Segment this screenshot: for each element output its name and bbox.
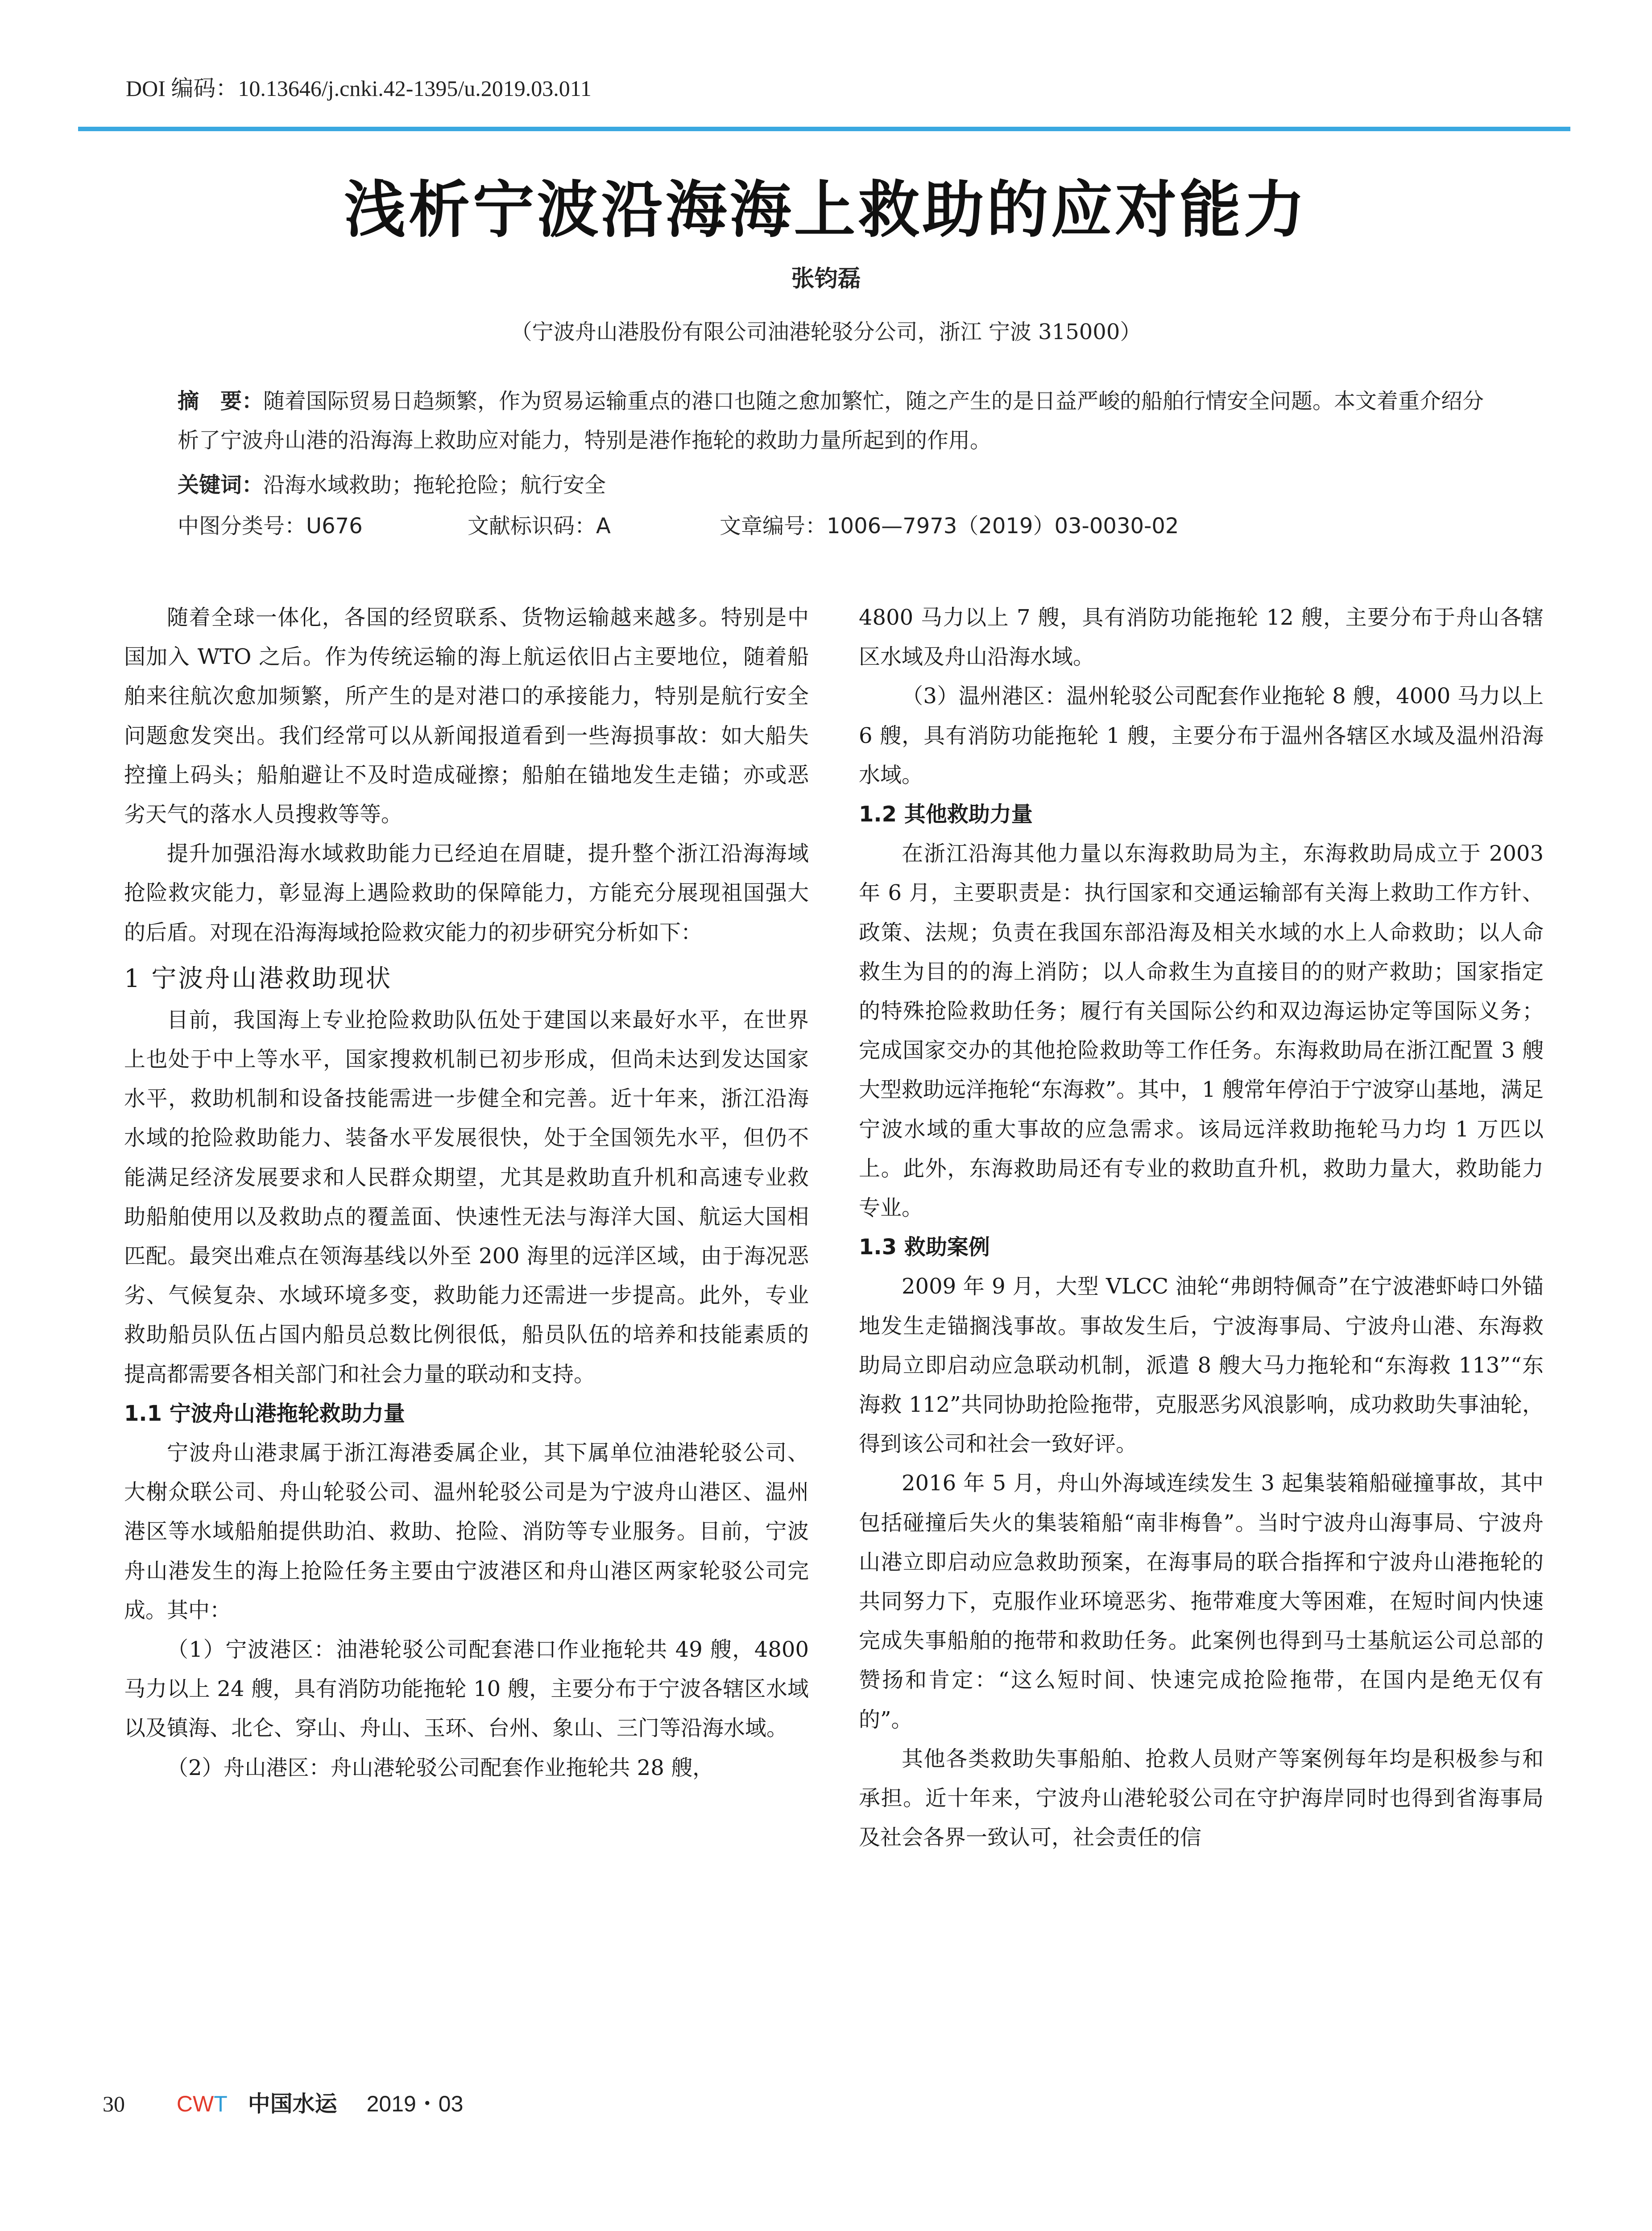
abstract [178, 382, 1498, 460]
magazine-name: 中国水运 [248, 2091, 337, 2117]
author-name: 张钧磊 [791, 265, 861, 292]
page-footer [103, 2086, 463, 2118]
magazine-logo [177, 2091, 228, 2116]
paragraph: 宁波舟山港隶属于浙江海港委属企业，其下属单位油港轮驳公司、大榭众联公司、舟山轮驳公司、温州轮驳公司是为宁波舟山港区、温州港区等水域船舶提供助泊、救助、抢险、消防等专业服务。目前，宁波舟山港发生的海上抢险任务主要由宁波港区和舟山港区两家轮驳公司完成。其中： [124, 1440, 809, 1623]
paragraph: 其他各类救助失事船舶、抢救人员财产等案例每年均是积极参与和承担。近十年来，宁波舟山港轮驳公司在守护海岸同时也得到省海事局及社会各界一致认可，社会责任的信 [859, 1746, 1544, 1850]
paragraph: 随着全球一体化，各国的经贸联系、货物运输越来越多。特别是中国加入 WTO 之后。作为传统运输的海上航运依旧占主要地位，随着船舶来往航次愈加频繁，所产生的是对港口的承接能力，特别是航行安全问题愈发突出。我们经常可以从新闻报道看到一些海损事故：如大船失控撞上码头；船舶避让不及时造成碰擦；船舶在锚地发生走锚；亦或恶劣天气的落水人员搜救等等。 [124, 605, 809, 827]
paragraph: （3）温州港区：温州轮驳公司配套作业拖轮 8 艘，4000 马力以上 6 艘，具有消防功能拖轮 1 艘，主要分布于温州各辖区水域及温州沿海水域。 [859, 684, 1544, 788]
abstract-text: 随着国际贸易日趋频繁，作为贸易运输重点的港口也随之愈加繁忙，随之产生的是日益严峻的船舶行情安全问题。本文着重介绍分析了宁波舟山港的沿海海上救助应对能力，特别是港作拖轮的救助力量所起到的作用。 [178, 389, 1484, 453]
paragraph: 4800 马力以上 7 艘，具有消防功能拖轮 12 艘，主要分布于舟山各辖区水域及舟山沿海水域。 [859, 605, 1544, 670]
subsection-heading: 1.1 宁波舟山港拖轮救助力量 [124, 1401, 405, 1426]
page-number: 30 [103, 2091, 125, 2116]
paragraph: 2016 年 5 月，舟山外海域连续发生 3 起集装箱船碰撞事故，其中包括碰撞后失火的集装箱船“南非梅鲁”。当时宁波舟山海事局、宁波舟山港立即启动应急救助预案，在海事局的联合指挥和宁波舟山港拖轮的共同努力下，克服作业环境恶劣、拖带难度大等困难，在短时间内快速完成失事船舶的拖带和救助任务。此案例也得到马士基航运公司总部的赞扬和肯定：“这么短时间、快速完成抢险拖带，在国内是绝无仅有的”。 [859, 1471, 1544, 1732]
keywords [178, 468, 606, 498]
paragraph: 2009 年 9 月，大型 VLCC 油轮“弗朗特佩奇”在宁波港虾峙口外锚地发生走锚搁浅事故。事故发生后，宁波海事局、宁波舟山港、东海救助局立即启动应急联动机制，派遣 8 艘大马力拖轮和“东海救 113”“东海救 112”共同协助抢险拖带，克服恶劣风浪影响，成功救助失事油轮，得到该公司和社会一致好评。 [859, 1274, 1544, 1457]
paragraph: 目前，我国海上专业抢险救助队伍处于建国以来最好水平，在世界上也处于中上等水平，国家搜救机制已初步形成，但尚未达到发达国家水平，救助机制和设备技能需进一步健全和完善。近十年来，浙江沿海水域的抢险救助能力、装备水平发展很快，处于全国领先水平，但仍不能满足经济发展要求和人民群众期望，尤其是救助直升机和高速专业救助船舶使用以及救助点的覆盖面、快速性无法与海洋大国、航运大国相匹配。最突出难点在领海基线以外至 200 海里的远洋区域，由于海况恶劣、气候复杂、水域环境多变，救助能力还需进一步提高。此外，专业救助船员队伍占国内船员总数比例很低，船员队伍的培养和技能素质的提高都需要各相关部门和社会力量的联动和支持。 [124, 1007, 809, 1387]
subsection-heading: 1.2 其他救助力量 [859, 802, 1033, 827]
logo-letters: CW [176, 2091, 214, 2116]
article-title: 浅析宁波沿海海上救助的应对能力 [344, 173, 1308, 246]
body-column-left [124, 598, 809, 1787]
keywords-label: 关键词： [178, 473, 264, 498]
keywords-text: 沿海水域救助；拖轮抢险；航行安全 [263, 473, 606, 498]
clc-number: 中图分类号：U676 [178, 514, 363, 539]
paragraph: 在浙江沿海其他力量以东海救助局为主，东海救助局成立于 2003 年 6 月，主要职责是：执行国家和交通运输部有关海上救助工作方针、政策、法规；负责在我国东部沿海及相关水域的水上人命救助；以人命救生为目的的海上消防；以人命救生为直接目的的财产救助；国家指定的特殊抢险救助任务；履行有关国际公约和双边海运协定等国际义务；完成国家交办的其他抢险救助等工作任务。东海救助局在浙江配置 3 艘大型救助远洋拖轮“东海救”。其中，1 艘常年停泊于宁波穿山基地，满足宁波水域的重大事故的应急需求。该局远洋救助拖轮马力均 1 万匹以上。此外，东海救助局还有专业的救助直升机，救助力量大，救助能力专业。 [859, 841, 1544, 1221]
doi-line: DOI 编码：10.13646/j.cnki.42-1395/u.2019.03.011 [126, 76, 592, 101]
logo-letter-t: T [214, 2091, 228, 2116]
article-number: 文章编号：1006—7973（2019）03-0030-02 [720, 514, 1179, 539]
issue-number: 2019・03 [366, 2091, 464, 2116]
body-column-right [859, 598, 1544, 1858]
abstract-label: 摘 要： [178, 389, 264, 414]
section-heading: 1 宁波舟山港救助现状 [124, 964, 393, 993]
paragraph: 提升加强沿海水域救助能力已经迫在眉睫，提升整个浙江沿海海域抢险救灾能力，彰显海上遇险救助的保障能力，方能充分展现祖国强大的后盾。对现在沿海海域抢险救灾能力的初步研究分析如下： [124, 841, 809, 945]
paragraph: （2）舟山港区：舟山港轮驳公司配套作业拖轮共 28 艘， [167, 1755, 714, 1780]
author-affiliation: （宁波舟山港股份有限公司油港轮驳分公司，浙江 宁波 315000） [510, 319, 1142, 344]
paragraph: （1）宁波港区：油港轮驳公司配套港口作业拖轮共 49 艘，4800 马力以上 24 艘，具有消防功能拖轮 10 艘，主要分布于宁波各辖区水域以及镇海、北仑、穿山、舟山、玉环、台州、象山、三门等沿海水域。 [124, 1637, 809, 1741]
header-rule [78, 127, 1570, 131]
document-code: 文献标识码：A [468, 514, 611, 539]
subsection-heading: 1.3 救助案例 [859, 1235, 990, 1260]
